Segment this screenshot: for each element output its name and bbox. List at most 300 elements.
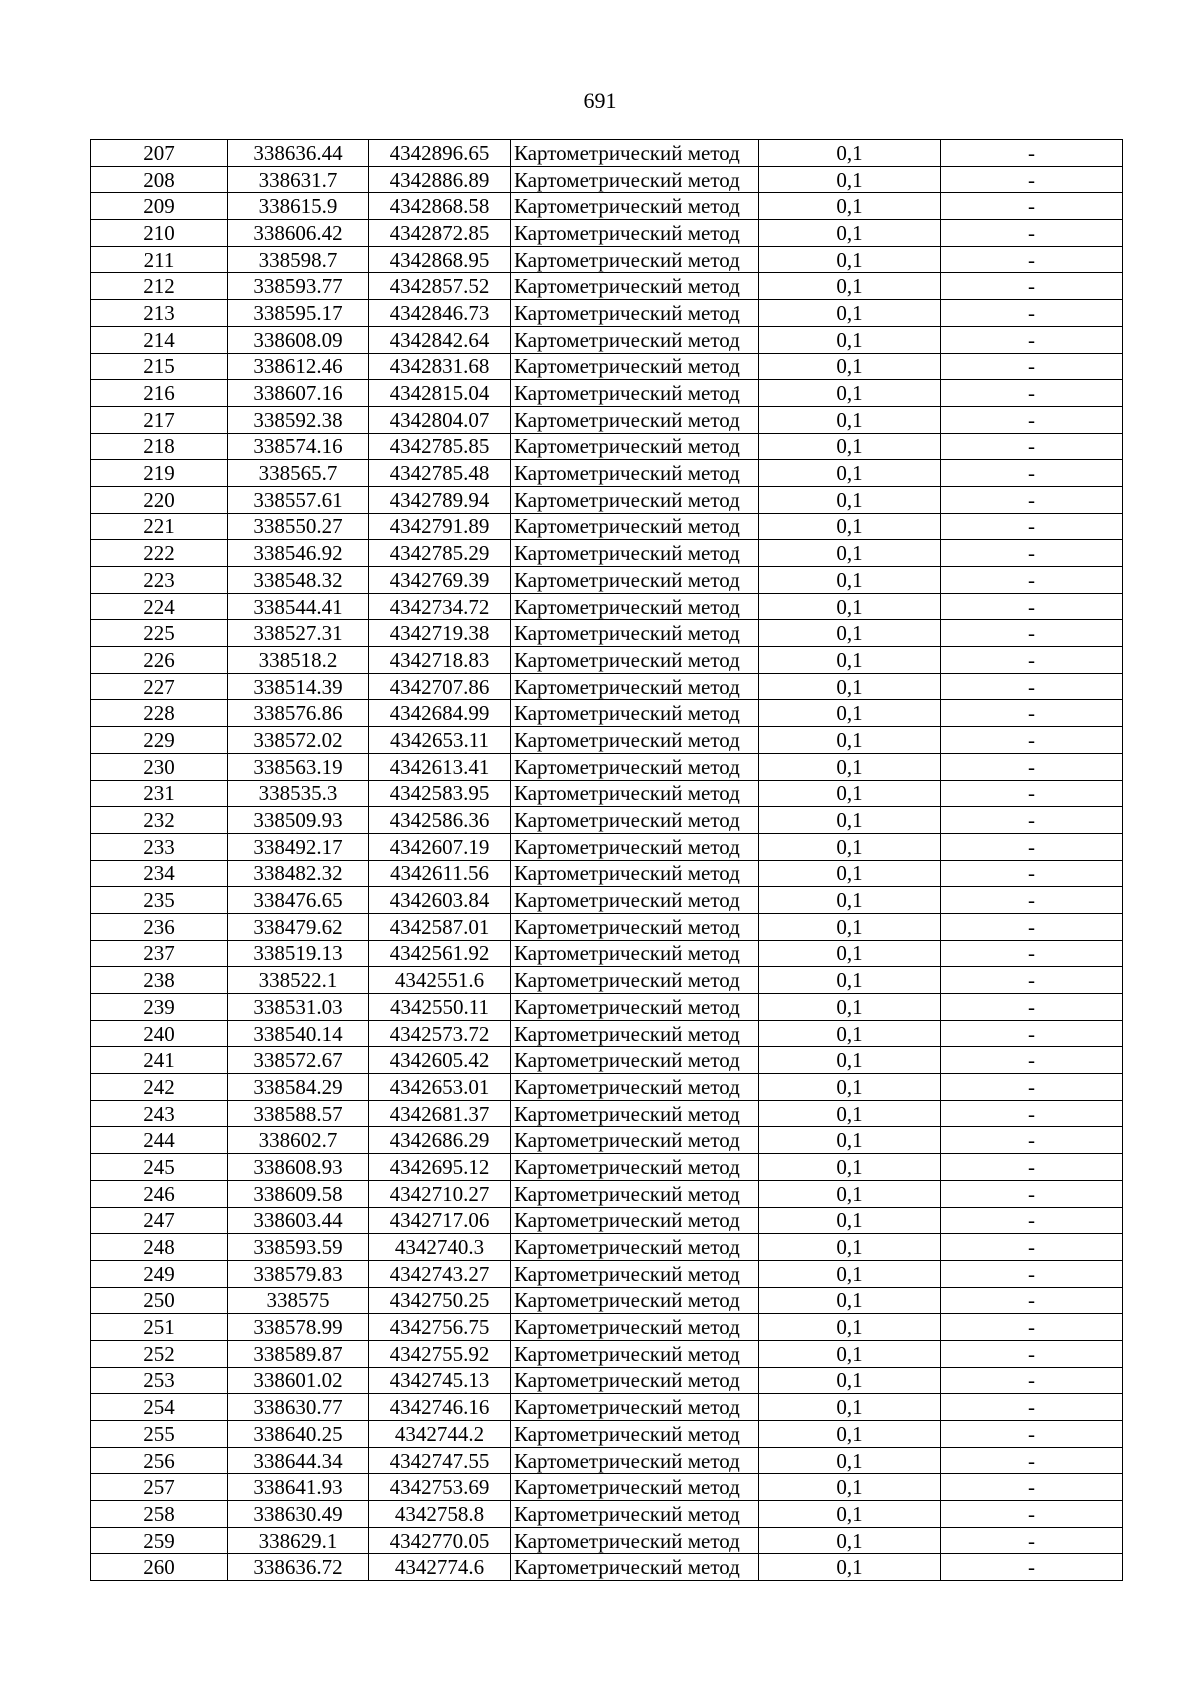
accuracy-cell: 0,1 [759,513,941,540]
method-cell: Картометрический метод [511,620,759,647]
y-coordinate-cell: 4342718.83 [369,647,511,674]
x-coordinate-cell: 338550.27 [228,513,369,540]
x-coordinate-cell: 338607.16 [228,380,369,407]
note-cell: - [941,1127,1123,1154]
note-cell: - [941,807,1123,834]
x-coordinate-cell: 338476.65 [228,887,369,914]
y-coordinate-cell: 4342653.11 [369,727,511,754]
point-number-cell: 236 [91,913,228,940]
x-coordinate-cell: 338584.29 [228,1074,369,1101]
table-row [91,353,1123,380]
method-cell: Картометрический метод [511,513,759,540]
point-number-cell: 224 [91,593,228,620]
note-cell: - [941,1474,1123,1501]
x-coordinate-cell: 338641.93 [228,1474,369,1501]
y-coordinate-cell: 4342684.99 [369,700,511,727]
point-number-cell: 235 [91,887,228,914]
accuracy-cell: 0,1 [759,727,941,754]
note-cell: - [941,1234,1123,1261]
accuracy-cell: 0,1 [759,967,941,994]
note-cell: - [941,1074,1123,1101]
method-cell: Картометрический метод [511,1287,759,1314]
accuracy-cell: 0,1 [759,193,941,220]
y-coordinate-cell: 4342750.25 [369,1287,511,1314]
point-number-cell: 249 [91,1260,228,1287]
point-number-cell: 212 [91,273,228,300]
note-cell: - [941,140,1123,167]
y-coordinate-cell: 4342872.85 [369,220,511,247]
accuracy-cell: 0,1 [759,1314,941,1341]
accuracy-cell: 0,1 [759,540,941,567]
y-coordinate-cell: 4342769.39 [369,567,511,594]
note-cell: - [941,1047,1123,1074]
accuracy-cell: 0,1 [759,140,941,167]
accuracy-cell: 0,1 [759,994,941,1021]
method-cell: Картометрический метод [511,1180,759,1207]
accuracy-cell: 0,1 [759,326,941,353]
method-cell: Картометрический метод [511,433,759,460]
y-coordinate-cell: 4342791.89 [369,513,511,540]
x-coordinate-cell: 338636.72 [228,1554,369,1581]
accuracy-cell: 0,1 [759,780,941,807]
x-coordinate-cell: 338630.49 [228,1501,369,1528]
table-row [91,1527,1123,1554]
method-cell: Картометрический метод [511,1047,759,1074]
point-number-cell: 225 [91,620,228,647]
y-coordinate-cell: 4342789.94 [369,486,511,513]
accuracy-cell: 0,1 [759,300,941,327]
point-number-cell: 239 [91,994,228,1021]
y-coordinate-cell: 4342747.55 [369,1447,511,1474]
table-row [91,1314,1123,1341]
note-cell: - [941,967,1123,994]
method-cell: Картометрический метод [511,567,759,594]
table-row [91,1554,1123,1581]
y-coordinate-cell: 4342551.6 [369,967,511,994]
table-row [91,1447,1123,1474]
accuracy-cell: 0,1 [759,647,941,674]
table-row [91,1207,1123,1234]
point-number-cell: 227 [91,673,228,700]
accuracy-cell: 0,1 [759,753,941,780]
x-coordinate-cell: 338518.2 [228,647,369,674]
y-coordinate-cell: 4342607.19 [369,833,511,860]
accuracy-cell: 0,1 [759,273,941,300]
x-coordinate-cell: 338598.7 [228,246,369,273]
note-cell: - [941,380,1123,407]
x-coordinate-cell: 338565.7 [228,460,369,487]
table-row [91,780,1123,807]
table-row [91,326,1123,353]
note-cell: - [941,727,1123,754]
accuracy-cell: 0,1 [759,1127,941,1154]
point-number-cell: 222 [91,540,228,567]
point-number-cell: 247 [91,1207,228,1234]
accuracy-cell: 0,1 [759,353,941,380]
accuracy-cell: 0,1 [759,1234,941,1261]
point-number-cell: 208 [91,166,228,193]
note-cell: - [941,647,1123,674]
point-number-cell: 220 [91,486,228,513]
x-coordinate-cell: 338482.32 [228,860,369,887]
method-cell: Картометрический метод [511,140,759,167]
point-number-cell: 228 [91,700,228,727]
method-cell: Картометрический метод [511,1207,759,1234]
page-number: 691 [583,88,617,113]
table-row [91,1100,1123,1127]
point-number-cell: 246 [91,1180,228,1207]
table-row [91,1074,1123,1101]
note-cell: - [941,700,1123,727]
x-coordinate-cell: 338595.17 [228,300,369,327]
note-cell: - [941,273,1123,300]
accuracy-cell: 0,1 [759,433,941,460]
point-number-cell: 243 [91,1100,228,1127]
y-coordinate-cell: 4342755.92 [369,1340,511,1367]
table-row [91,940,1123,967]
x-coordinate-cell: 338592.38 [228,406,369,433]
accuracy-cell: 0,1 [759,673,941,700]
accuracy-cell: 0,1 [759,620,941,647]
note-cell: - [941,220,1123,247]
x-coordinate-cell: 338608.09 [228,326,369,353]
y-coordinate-cell: 4342613.41 [369,753,511,780]
method-cell: Картометрический метод [511,1474,759,1501]
accuracy-cell: 0,1 [759,860,941,887]
note-cell: - [941,1020,1123,1047]
x-coordinate-cell: 338527.31 [228,620,369,647]
method-cell: Картометрический метод [511,1260,759,1287]
x-coordinate-cell: 338575 [228,1287,369,1314]
x-coordinate-cell: 338522.1 [228,967,369,994]
note-cell: - [941,486,1123,513]
x-coordinate-cell: 338579.83 [228,1260,369,1287]
method-cell: Картометрический метод [511,380,759,407]
table-row [91,1340,1123,1367]
note-cell: - [941,860,1123,887]
note-cell: - [941,1287,1123,1314]
y-coordinate-cell: 4342756.75 [369,1314,511,1341]
method-cell: Картометрический метод [511,1554,759,1581]
accuracy-cell: 0,1 [759,246,941,273]
note-cell: - [941,433,1123,460]
x-coordinate-cell: 338514.39 [228,673,369,700]
accuracy-cell: 0,1 [759,1421,941,1448]
method-cell: Картометрический метод [511,1020,759,1047]
accuracy-cell: 0,1 [759,380,941,407]
x-coordinate-cell: 338535.3 [228,780,369,807]
x-coordinate-cell: 338578.99 [228,1314,369,1341]
point-number-cell: 241 [91,1047,228,1074]
method-cell: Картометрический метод [511,1154,759,1181]
point-number-cell: 252 [91,1340,228,1367]
y-coordinate-cell: 4342886.89 [369,166,511,193]
point-number-cell: 251 [91,1314,228,1341]
x-coordinate-cell: 338572.02 [228,727,369,754]
table-row [91,460,1123,487]
x-coordinate-cell: 338531.03 [228,994,369,1021]
y-coordinate-cell: 4342745.13 [369,1367,511,1394]
table-row [91,753,1123,780]
note-cell: - [941,994,1123,1021]
table-row [91,1501,1123,1528]
point-number-cell: 259 [91,1527,228,1554]
point-number-cell: 240 [91,1020,228,1047]
table-row [91,486,1123,513]
accuracy-cell: 0,1 [759,1260,941,1287]
table-row [91,246,1123,273]
method-cell: Картометрический метод [511,967,759,994]
x-coordinate-cell: 338548.32 [228,567,369,594]
table-row [91,994,1123,1021]
point-number-cell: 217 [91,406,228,433]
method-cell: Картометрический метод [511,753,759,780]
table-row [91,1180,1123,1207]
note-cell: - [941,1447,1123,1474]
x-coordinate-cell: 338593.77 [228,273,369,300]
y-coordinate-cell: 4342758.8 [369,1501,511,1528]
x-coordinate-cell: 338608.93 [228,1154,369,1181]
accuracy-cell: 0,1 [759,567,941,594]
accuracy-cell: 0,1 [759,1287,941,1314]
note-cell: - [941,913,1123,940]
x-coordinate-cell: 338603.44 [228,1207,369,1234]
method-cell: Картометрический метод [511,220,759,247]
method-cell: Картометрический метод [511,833,759,860]
x-coordinate-cell: 338588.57 [228,1100,369,1127]
table-row [91,406,1123,433]
table-row [91,513,1123,540]
accuracy-cell: 0,1 [759,1527,941,1554]
point-number-cell: 253 [91,1367,228,1394]
table-row [91,967,1123,994]
note-cell: - [941,300,1123,327]
y-coordinate-cell: 4342686.29 [369,1127,511,1154]
accuracy-cell: 0,1 [759,1100,941,1127]
y-coordinate-cell: 4342583.95 [369,780,511,807]
point-number-cell: 255 [91,1421,228,1448]
method-cell: Картометрический метод [511,887,759,914]
method-cell: Картометрический метод [511,273,759,300]
table-row [91,380,1123,407]
table-row [91,1047,1123,1074]
y-coordinate-cell: 4342785.85 [369,433,511,460]
method-cell: Картометрический метод [511,353,759,380]
x-coordinate-cell: 338609.58 [228,1180,369,1207]
method-cell: Картометрический метод [511,1074,759,1101]
table-row [91,700,1123,727]
y-coordinate-cell: 4342746.16 [369,1394,511,1421]
y-coordinate-cell: 4342770.05 [369,1527,511,1554]
method-cell: Картометрический метод [511,1367,759,1394]
point-number-cell: 248 [91,1234,228,1261]
note-cell: - [941,1314,1123,1341]
point-number-cell: 226 [91,647,228,674]
method-cell: Картометрический метод [511,1127,759,1154]
table-row [91,540,1123,567]
y-coordinate-cell: 4342561.92 [369,940,511,967]
accuracy-cell: 0,1 [759,913,941,940]
x-coordinate-cell: 338602.7 [228,1127,369,1154]
x-coordinate-cell: 338630.77 [228,1394,369,1421]
method-cell: Картометрический метод [511,1394,759,1421]
y-coordinate-cell: 4342586.36 [369,807,511,834]
x-coordinate-cell: 338640.25 [228,1421,369,1448]
method-cell: Картометрический метод [511,807,759,834]
table-row [91,647,1123,674]
note-cell: - [941,193,1123,220]
table-row [91,273,1123,300]
note-cell: - [941,246,1123,273]
x-coordinate-cell: 338546.92 [228,540,369,567]
method-cell: Картометрический метод [511,593,759,620]
method-cell: Картометрический метод [511,166,759,193]
x-coordinate-cell: 338576.86 [228,700,369,727]
point-number-cell: 207 [91,140,228,167]
method-cell: Картометрический метод [511,780,759,807]
x-coordinate-cell: 338519.13 [228,940,369,967]
table-row [91,887,1123,914]
y-coordinate-cell: 4342785.29 [369,540,511,567]
table-row [91,300,1123,327]
accuracy-cell: 0,1 [759,1020,941,1047]
x-coordinate-cell: 338615.9 [228,193,369,220]
note-cell: - [941,1260,1123,1287]
method-cell: Картометрический метод [511,486,759,513]
accuracy-cell: 0,1 [759,1074,941,1101]
note-cell: - [941,166,1123,193]
note-cell: - [941,567,1123,594]
point-number-cell: 232 [91,807,228,834]
y-coordinate-cell: 4342603.84 [369,887,511,914]
coordinates-table [90,139,1123,1581]
point-number-cell: 214 [91,326,228,353]
y-coordinate-cell: 4342587.01 [369,913,511,940]
accuracy-cell: 0,1 [759,1340,941,1367]
x-coordinate-cell: 338593.59 [228,1234,369,1261]
point-number-cell: 218 [91,433,228,460]
x-coordinate-cell: 338563.19 [228,753,369,780]
accuracy-cell: 0,1 [759,887,941,914]
table-row [91,1394,1123,1421]
accuracy-cell: 0,1 [759,406,941,433]
y-coordinate-cell: 4342846.73 [369,300,511,327]
accuracy-cell: 0,1 [759,460,941,487]
method-cell: Картометрический метод [511,673,759,700]
accuracy-cell: 0,1 [759,1180,941,1207]
point-number-cell: 229 [91,727,228,754]
note-cell: - [941,1554,1123,1581]
method-cell: Картометрический метод [511,460,759,487]
note-cell: - [941,673,1123,700]
accuracy-cell: 0,1 [759,166,941,193]
point-number-cell: 221 [91,513,228,540]
note-cell: - [941,1394,1123,1421]
accuracy-cell: 0,1 [759,1474,941,1501]
note-cell: - [941,1207,1123,1234]
y-coordinate-cell: 4342857.52 [369,273,511,300]
accuracy-cell: 0,1 [759,1501,941,1528]
y-coordinate-cell: 4342740.3 [369,1234,511,1261]
accuracy-cell: 0,1 [759,1367,941,1394]
note-cell: - [941,620,1123,647]
table-row [91,140,1123,167]
y-coordinate-cell: 4342719.38 [369,620,511,647]
accuracy-cell: 0,1 [759,1447,941,1474]
y-coordinate-cell: 4342831.68 [369,353,511,380]
y-coordinate-cell: 4342896.65 [369,140,511,167]
point-number-cell: 215 [91,353,228,380]
y-coordinate-cell: 4342842.64 [369,326,511,353]
table-row [91,620,1123,647]
accuracy-cell: 0,1 [759,486,941,513]
table-row [91,433,1123,460]
method-cell: Картометрический метод [511,700,759,727]
x-coordinate-cell: 338544.41 [228,593,369,620]
note-cell: - [941,513,1123,540]
x-coordinate-cell: 338601.02 [228,1367,369,1394]
point-number-cell: 223 [91,567,228,594]
y-coordinate-cell: 4342815.04 [369,380,511,407]
y-coordinate-cell: 4342753.69 [369,1474,511,1501]
note-cell: - [941,1340,1123,1367]
y-coordinate-cell: 4342550.11 [369,994,511,1021]
table-row [91,166,1123,193]
y-coordinate-cell: 4342868.95 [369,246,511,273]
table-row [91,913,1123,940]
y-coordinate-cell: 4342743.27 [369,1260,511,1287]
x-coordinate-cell: 338479.62 [228,913,369,940]
point-number-cell: 216 [91,380,228,407]
point-number-cell: 256 [91,1447,228,1474]
method-cell: Картометрический метод [511,1527,759,1554]
method-cell: Картометрический метод [511,647,759,674]
x-coordinate-cell: 338540.14 [228,1020,369,1047]
y-coordinate-cell: 4342868.58 [369,193,511,220]
y-coordinate-cell: 4342681.37 [369,1100,511,1127]
method-cell: Картометрический метод [511,860,759,887]
y-coordinate-cell: 4342717.06 [369,1207,511,1234]
method-cell: Картометрический метод [511,913,759,940]
table-row [91,193,1123,220]
x-coordinate-cell: 338629.1 [228,1527,369,1554]
y-coordinate-cell: 4342774.6 [369,1554,511,1581]
method-cell: Картометрический метод [511,994,759,1021]
method-cell: Картометрический метод [511,193,759,220]
table-row [91,1474,1123,1501]
point-number-cell: 213 [91,300,228,327]
note-cell: - [941,326,1123,353]
x-coordinate-cell: 338636.44 [228,140,369,167]
y-coordinate-cell: 4342785.48 [369,460,511,487]
table-row [91,1367,1123,1394]
point-number-cell: 230 [91,753,228,780]
method-cell: Картометрический метод [511,1421,759,1448]
method-cell: Картометрический метод [511,300,759,327]
y-coordinate-cell: 4342734.72 [369,593,511,620]
note-cell: - [941,753,1123,780]
table-row [91,727,1123,754]
accuracy-cell: 0,1 [759,593,941,620]
x-coordinate-cell: 338644.34 [228,1447,369,1474]
accuracy-cell: 0,1 [759,1554,941,1581]
y-coordinate-cell: 4342653.01 [369,1074,511,1101]
method-cell: Картометрический метод [511,940,759,967]
method-cell: Картометрический метод [511,246,759,273]
method-cell: Картометрический метод [511,540,759,567]
y-coordinate-cell: 4342573.72 [369,1020,511,1047]
table-row [91,673,1123,700]
